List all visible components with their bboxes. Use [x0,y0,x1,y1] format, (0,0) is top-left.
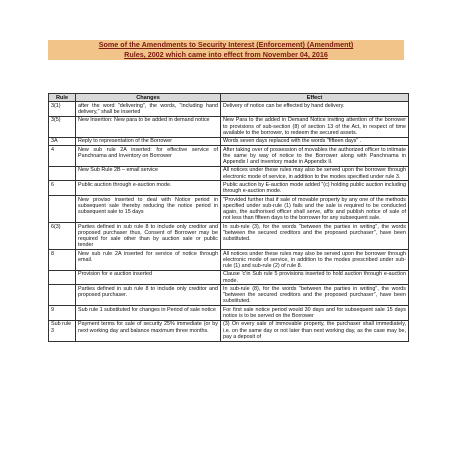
changes-cell: New sub rule 2A inserted: for effective service of Panchnama and Inventory on Borrower [76,145,221,166]
rule-cell: 6 [49,181,76,196]
changes-cell: Public auction through e-auction mode. [76,181,221,196]
title-line-1: Some of the Amendments to Security Interest (Enforcement) (Amendment) [48,40,404,50]
table-header-row [49,94,409,102]
rule-cell: 4 [49,145,76,166]
table-row [49,320,409,341]
changes-cell: Reply to representation of the Borrower [76,137,221,145]
effect-cell: "Provided further that if sale of movable property by any one of the methods specified under sub-rule (1) fails and the sale is required to be conducted again, the authorised officer shall serve, affix and publish notice of sale of not less than fifteen days to the borrower for any subsequent sale. [221,195,409,222]
rule-cell: 3(1) [49,102,76,117]
header-effect: Effect [221,94,409,102]
effect-cell: New Para to the added in Demand Notice inviting attention of the borrower to provisions of sub-section (8) of section 13 of the Act, in respect of time available to the borrower, to redeem the secured assets. [221,116,409,137]
changes-cell: Parties defined in sub rule 8 to include only creditor and proposed purchaser thus, Consent of Borrower may be required for sale other than by auction sale or public tender [76,222,221,249]
effect-cell: Words seven days replaced with the words "fifteen days" . [221,137,409,145]
effect-cell: In sub-rule (3), for the words "between the parties in writing", the words "between the secured creditors and the proposed purchaser", have been substituted. [221,222,409,249]
effect-cell: After taking over of possession of movables the authorized officer to intimate the same by way of notice to the Borrower along with Panchnama in Appendix I and inventory made in Appendix II. [221,145,409,166]
table-row [49,195,409,222]
rule-cell: 3A [49,137,76,145]
table-row [49,222,409,249]
changes-cell: New Sub Rule 2B – email service [76,166,221,181]
document-title [48,40,404,60]
effect-cell: For first sale notice period would 30 days and for subsequent sale 15 days notice is to be served on the Borrower [221,306,409,321]
effect-cell: (3) On every sale of immovable property, the purchaser shall immediately, i.e. on the same day or not later than next working day, as the case may be, pay a deposit of [221,320,409,341]
rule-cell [49,195,76,222]
rule-cell [49,285,76,306]
changes-cell: Sub rule 1 substituted for changes in Period of sale notice [76,306,221,321]
table-row [49,285,409,306]
table-row [49,270,409,285]
effect-cell: Delivery of notice can be effected by hand delivery. [221,102,409,117]
changes-cell: Parties defined in sub rule 8 to include only creditor and proposed purchaser. [76,285,221,306]
changes-cell: New sub rule 2A inserted for service of notice through email. [76,249,221,270]
rule-cell [49,166,76,181]
rule-cell: 6(3) [49,222,76,249]
table-row [49,116,409,137]
effect-cell: All notices under these rules may also be served upon the borrower through electronic mode of service, in addition to the modes specified under rule 3. [221,166,409,181]
changes-cell: New proviso inserted to deal with Notice period in subsequent sale thereby reducing the notice period in subsequent sale to 15 days [76,195,221,222]
table-row [49,166,409,181]
changes-cell: after the word "delivering", the words, "including hand delivery," shall be inserted [76,102,221,117]
effect-cell: All notices under these rules may also be served upon the borrower through electronic mode of service, in addition to the modes prescribed under sub-rule (1) and sub-rule (2) of rule 8. [221,249,409,270]
header-rule: Rule [49,94,76,102]
rule-cell: 8 [49,249,76,270]
changes-cell: Payment terms for sale of security 25% immediate (or by next working day and balance maximum three months. [76,320,221,341]
table-row [49,306,409,321]
table-row [49,145,409,166]
changes-cell: New Insertion: New para to be added in demand notice [76,116,221,137]
effect-cell: In sub-rule (8), for the words "between the parties in writing", the words "between the secured creditors and the proposed purchaser", have been substituted. [221,285,409,306]
title-line-2: Rules, 2002 which came into effect from November 04, 2016 [48,50,404,60]
effect-cell: Public auction by E-auction mode added "(c) holding public auction including through e-auction mode. [221,181,409,196]
table-row [49,181,409,196]
header-changes: Changes [76,94,221,102]
effect-cell: Clause 'c'in Sub rule 5 provisions inserted to hold auction through e-auction mode. [221,270,409,285]
rule-cell [49,270,76,285]
amendments-table [48,93,409,342]
rule-cell: 3(5) [49,116,76,137]
changes-cell: Provision for e auction inserted [76,270,221,285]
table-row [49,102,409,117]
table-row [49,249,409,270]
rule-cell: Sub rule 3 [49,320,76,341]
rule-cell: 9 [49,306,76,321]
table-row [49,137,409,145]
